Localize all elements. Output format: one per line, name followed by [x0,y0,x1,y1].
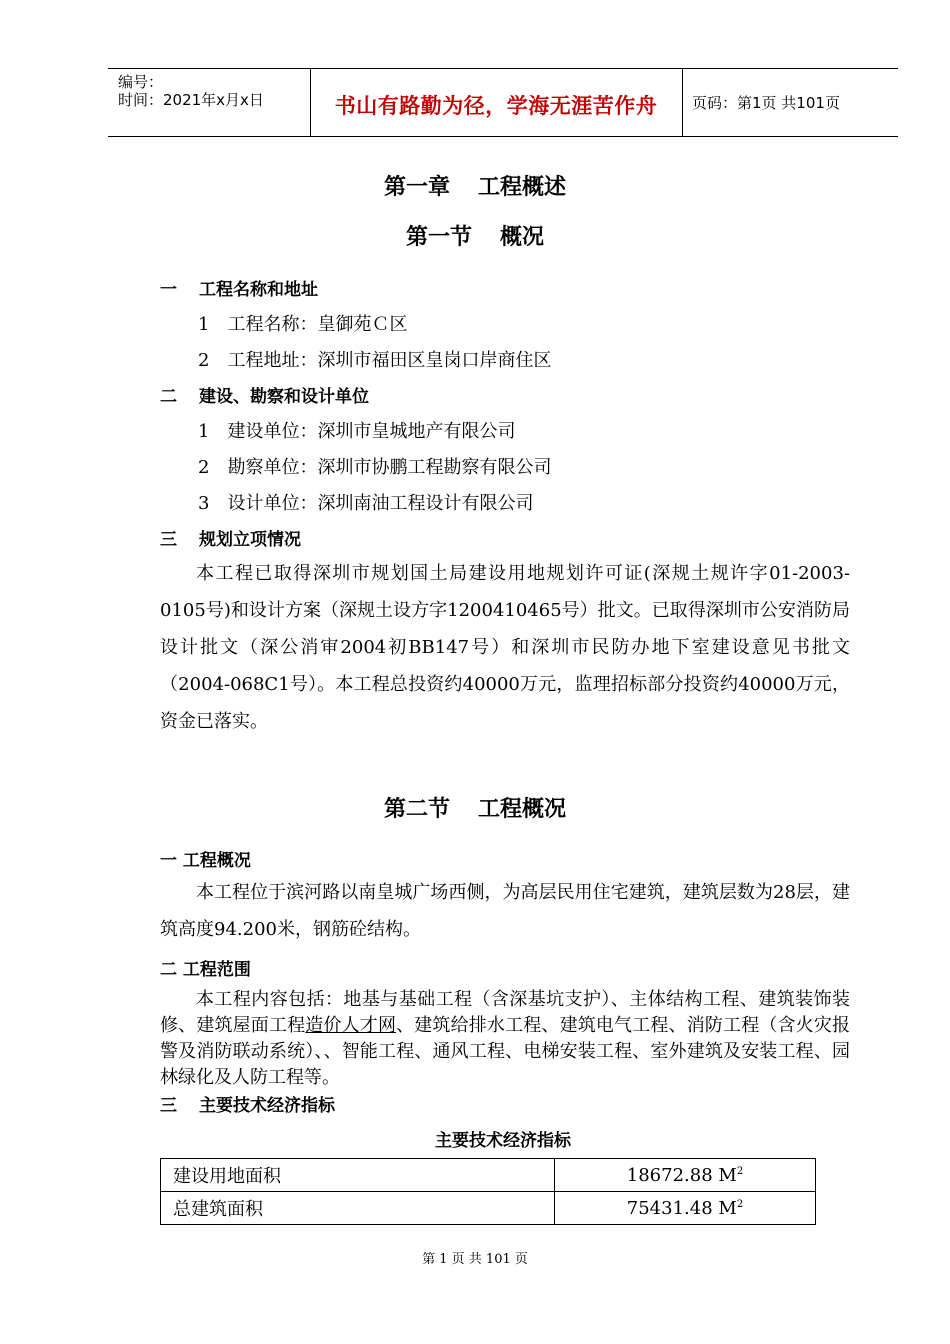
heading-number: 二 [160,387,177,407]
table-cell-name: 总建筑面积 [161,1192,555,1225]
value-unit: M [718,1197,737,1219]
list-item: 2 工程地址：深圳市福田区皇岗口岸商住区 [198,350,552,371]
list-item: 3 设计单位：深圳南油工程设计有限公司 [198,493,534,514]
heading-text: 建设、勘察和设计单位 [199,387,369,407]
header-motto: 书山有路勤为径，学海无涯苦作舟 [334,94,658,118]
table-row [161,1192,816,1225]
doc-time-label: 时间：2021年x月x日 [118,91,264,109]
table-row [161,1159,816,1192]
header-top-rule [108,68,898,69]
heading-2 [160,382,369,407]
heading-1 [160,275,318,300]
scope-link[interactable]: 造价人才网 [305,1015,397,1036]
heading-number: 三 [160,1096,177,1116]
overview-paragraph: 本工程位于滨河路以南皇城广场西侧，为高层民用住宅建筑，建筑层数为28层，建筑高度94.200米，钢筋砼结构。 [160,882,850,940]
section-name: 工程概况 [478,797,567,822]
header-divider [682,68,683,136]
list-item: 2 勘察单位：深圳市协鹏工程勘察有限公司 [198,457,552,478]
value-unit-sup: 2 [736,1165,744,1177]
tech-indicators-table [160,1158,816,1225]
page-footer: 第 1 页 共 101 页 [422,1252,528,1267]
chapter-title [0,170,950,201]
list-item: 1 建设单位：深圳市皇城地产有限公司 [198,421,516,442]
scope-paragraph [160,987,850,1091]
planning-paragraph: 本工程已取得深圳市规划国土局建设用地规划许可证(深规土规许字01-2003-0105号)和设计方案（深规土设方字1200410465号）批文。已取得深圳市公安消防局设计批文（深公消审2004初BB147号）和深圳市民防办地下室建设意见书批文（2004-068C1号）。本工程总投资约40000万元，监理招标部分投资约40000万元，资金已落实。 [160,563,850,732]
heading-3 [160,525,301,550]
heading-text: 主要技术经济指标 [199,1096,335,1116]
value-unit-sup: 2 [736,1198,744,1210]
value-number: 75431.48 [626,1197,713,1219]
table-title: 主要技术经济指标 [435,1131,571,1151]
chapter-number: 第一章 [383,175,450,200]
section-title [0,220,950,251]
section-name: 概况 [500,225,545,250]
scope-text: 本工程内容包括：地基与基础工程（含深基坑支护）、主体结构工程、建筑装饰装修、建筑屋面工程 [160,989,850,1036]
page-number-label: 页码：第1页 共101页 [692,94,840,112]
list-item: 1 工程名称：皇御苑Ｃ区 [198,314,408,335]
value-unit: M [718,1164,737,1186]
heading-text: 工程名称和地址 [199,280,318,300]
heading-text: 规划立项情况 [199,530,301,550]
table-cell-value [555,1192,816,1225]
section-title [0,792,950,823]
chapter-name: 工程概述 [478,175,567,200]
value-number: 18672.88 [626,1164,713,1186]
heading-number: 一 [160,280,177,300]
header-bottom-rule [108,136,898,137]
doc-code-label: 编号： [118,73,164,91]
section-number: 第二节 [383,797,450,822]
heading-3 [160,1091,335,1116]
heading-1: 一 工程概况 [160,851,251,871]
section-number: 第一节 [405,225,472,250]
heading-2: 二 工程范围 [160,960,251,980]
heading-number: 三 [160,530,177,550]
scope-text: 、建筑给排水工程、建筑电气工程、消防工程（含火灾报警及消防联动系统）、、智能工程、通风工程、电梯安装工程、室外建筑及安装工程、园林绿化及人防工程等。 [160,1015,850,1088]
table-cell-value [555,1159,816,1192]
table-cell-name: 建设用地面积 [161,1159,555,1192]
